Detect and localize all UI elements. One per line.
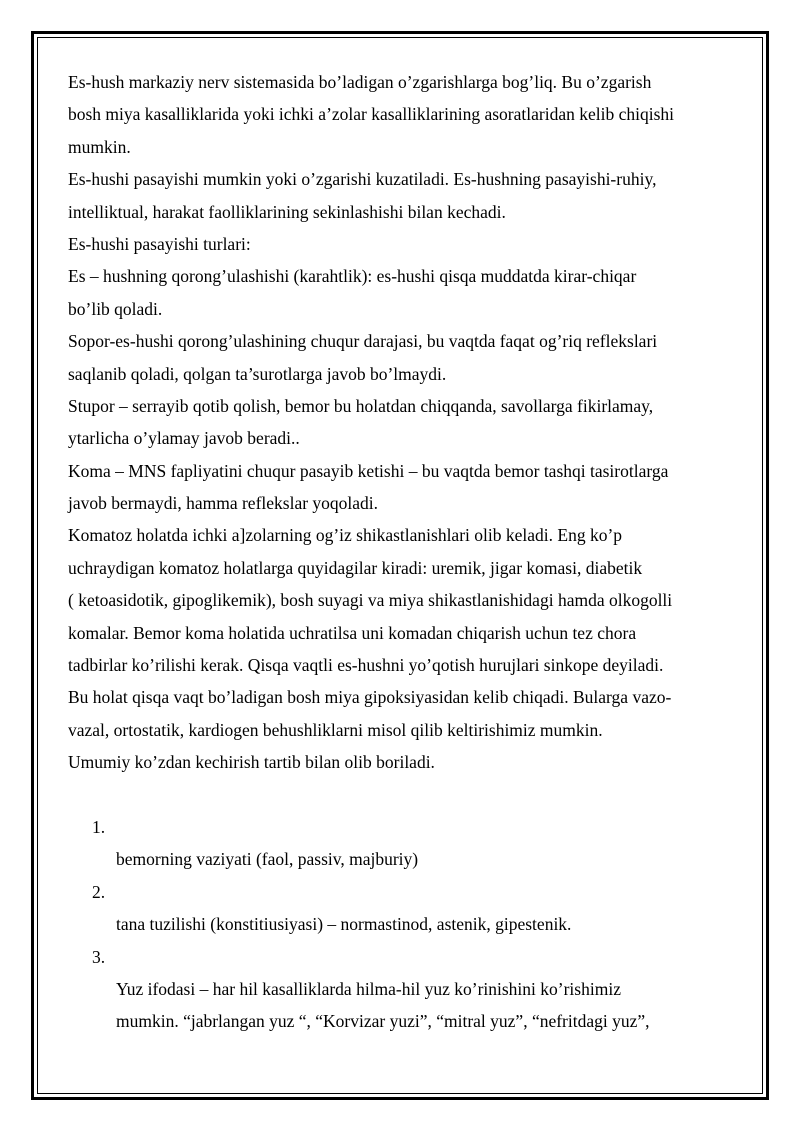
text-line: bosh miya kasalliklarida yoki ichki a’zolar kasalliklarining asoratlaridan kelib chiqishi (68, 104, 675, 125)
list-number: 1. (92, 816, 106, 837)
text-line: uchraydigan komatoz holatlarga quyidagilar kiradi: uremik, jigar komasi, diabetik (68, 557, 643, 578)
text-line: Sopor-es-hushi qorong’ulashining chuqur darajasi, bu vaqtda faqat og’riq reflekslari (68, 331, 658, 352)
text-line: ytarlicha o’ylamay javob beradi.. (68, 428, 300, 449)
list-number: 2. (92, 881, 106, 902)
list-item-text: Yuz ifodasi – har hil kasalliklarda hilma-hil yuz ko’rinishini ko’rishimiz (116, 978, 621, 999)
paragraph-5 (68, 325, 732, 390)
text-line: ( ketoasidotik, gipoglikemik), bosh suyagi va miya shikastlanishidagi hamda olkogolli (68, 590, 673, 611)
text-line: Es-hush markaziy nerv sistemasida bo’ladigan o’zgarishlarga bog’liq. Bu o’zgarish (68, 72, 652, 92)
text-line: Umumiy ko’zdan kechirish tartib bilan olib boriladi. (68, 752, 435, 773)
paragraph-6 (68, 390, 732, 455)
text-line: vazal, ortostatik, kardiogen behushliklarni misol qilib keltirishimiz mumkin. (68, 719, 603, 740)
text-line: javob bermaydi, hamma reflekslar yoqoladi. (68, 493, 379, 514)
text-line: intelliktual, harakat faolliklarining sekinlashishi bilan kechadi. (68, 201, 506, 222)
paragraph-7 (68, 455, 732, 520)
text-line: Es – hushning qorong’ulashishi (karahtlik): es-hushi qisqa muddatda kirar-chiqar (68, 266, 637, 287)
list-item-text: mumkin. “jabrlangan yuz “, “Korvizar yuzi”, “mitral yuz”, “nefritdagi yuz”, (116, 1011, 650, 1032)
text-line: Es-hushi pasayishi turlari: (68, 233, 251, 254)
text-line: Bu holat qisqa vaqt bo’ladigan bosh miya gipoksiyasidan kelib chiqadi. Bularga vazo- (68, 687, 672, 708)
paragraph-1 (68, 66, 732, 163)
text-line: Stupor – serrayib qotib qolish, bemor bu holatdan chiqqanda, savollarga fikirlamay, (68, 395, 654, 416)
list-item-text: tana tuzilishi (konstitiusiyasi) – normastinod, astenik, gipestenik. (116, 914, 572, 935)
numbered-list (68, 811, 732, 1038)
list-number: 3. (92, 946, 106, 967)
paragraph-4 (68, 260, 732, 325)
text-line: Komatoz holatda ichki a]zolarning og’iz shikastlanishlari olib keladi. Eng ko’p (68, 525, 623, 546)
list-item (68, 941, 732, 1038)
text-line: bo’lib qoladi. (68, 298, 163, 319)
paragraph-8 (68, 519, 732, 778)
list-item-text: bemorning vaziyati (faol, passiv, majburiy) (116, 849, 419, 870)
document-body (68, 66, 732, 1038)
text-line: mumkin. (68, 136, 131, 157)
paragraph-2 (68, 163, 732, 228)
text-line: tadbirlar ko’rilishi kerak. Qisqa vaqtli es-hushni yo’qotish hurujlari sinkope deyiladi. (68, 655, 664, 676)
list-item (68, 876, 732, 941)
text-line: Koma – MNS fapliyatini chuqur pasayib ketishi – bu vaqtda bemor tashqi tasirotlarga (68, 460, 669, 481)
text-line: komalar. Bemor koma holatida uchratilsa uni komadan chiqarish uchun tez chora (68, 622, 637, 643)
list-item (68, 811, 732, 876)
text-line: Es-hushi pasayishi mumkin yoki o’zgarishi kuzatiladi. Es-hushning pasayishi-ruhiy, (68, 169, 657, 190)
text-line: saqlanib qoladi, qolgan ta’surotlarga javob bo’lmaydi. (68, 363, 447, 384)
paragraph-3 (68, 228, 732, 260)
